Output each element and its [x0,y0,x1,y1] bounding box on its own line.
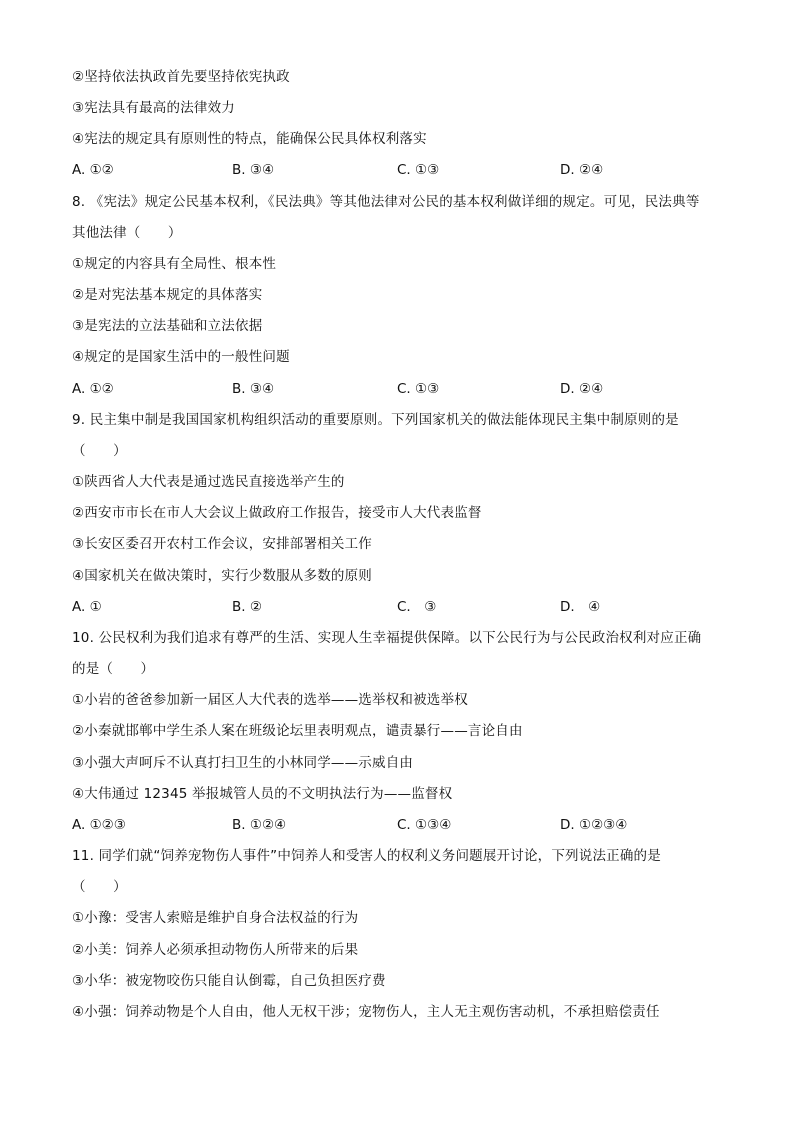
q7-statement-4: ④宪法的规定具有原则性的特点，能确保公民具体权利落实 [72,131,427,147]
q10-option-d: D. ①②③④ [560,817,628,833]
q8-statement-4: ④规定的是国家生活中的一般性问题 [72,349,290,365]
q10-statement-4: ④大伟通过 12345 举报城管人员的不文明执法行为——监督权 [72,786,453,802]
q9-statement-2: ②西安市市长在市人大会议上做政府工作报告，接受市人大代表监督 [72,505,482,521]
q9-option-c: C. ③ [397,599,437,615]
q9-option-b: B. ② [232,599,262,615]
q9-statement-1: ①陕西省人大代表是通过选民直接选举产生的 [72,474,345,490]
q8-statement-2: ②是对宪法基本规定的具体落实 [72,287,263,303]
q10-option-a: A. ①②③ [72,817,126,833]
q9-stem-line-2: （ ） [72,443,127,459]
q10-option-b: B. ①②④ [232,817,287,833]
q11-statement-4: ④小强：饲养动物是个人自由，他人无权干涉；宠物伤人，主人无主观伤害动机，不承担赔偿责任 [72,1004,660,1020]
q9-stem-line-1: 9. 民主集中制是我国国家机构组织活动的重要原则。下列国家机关的做法能体现民主集中制原则的是 [72,412,679,428]
q8-stem-line-2: 其他法律（ ） [72,225,182,241]
q8-option-a: A. ①② [72,381,114,397]
q9-option-a: A. ① [72,599,102,615]
q8-statement-1: ①规定的内容具有全局性、根本性 [72,256,277,272]
q8-option-c: C. ①③ [397,381,440,397]
q8-statement-3: ③是宪法的立法基础和立法依据 [72,318,263,334]
q7-statement-2: ②坚持依法执政首先要坚持依宪执政 [72,69,290,85]
q10-stem-line-1: 10. 公民权利为我们追求有尊严的生活、实现人生幸福提供保障。以下公民行为与公民政治权利对应正确 [72,630,702,646]
q10-statement-2: ②小秦就邯郸中学生杀人案在班级论坛里表明观点，谴责暴行——言论自由 [72,723,523,739]
q9-statement-3: ③长安区委召开农村工作会议，安排部署相关工作 [72,536,373,552]
q9-statement-4: ④国家机关在做决策时，实行少数服从多数的原则 [72,568,373,584]
q7-option-a: A. ①② [72,162,114,178]
q11-statement-1: ①小豫：受害人索赔是维护自身合法权益的行为 [72,910,359,926]
q8-stem-line-1: 8. 《宪法》规定公民基本权利，《民法典》等其他法律对公民的基本权利做详细的规定。可见，民法典等 [72,194,700,210]
q10-stem-line-2: 的是（ ） [72,661,155,677]
q11-statement-3: ③小华：被宠物咬伤只能自认倒霉，自己负担医疗费 [72,973,386,989]
q10-statement-3: ③小强大声呵斥不认真打扫卫生的小林同学——示威自由 [72,755,414,771]
q8-option-d: D. ②④ [560,381,604,397]
q9-option-d: D. ④ [560,599,601,615]
q7-option-c: C. ①③ [397,162,440,178]
q10-statement-1: ①小岩的爸爸参加新一届区人大代表的选举——选举权和被选举权 [72,692,468,708]
q7-option-d: D. ②④ [560,162,604,178]
q11-stem-line-2: （ ） [72,879,127,895]
q8-option-b: B. ③④ [232,381,275,397]
q11-stem-line-1: 11. 同学们就“饲养宠物伤人事件”中饲养人和受害人的权利义务问题展开讨论，下列说法正确的是 [72,848,661,864]
q7-statement-3: ③宪法具有最高的法律效力 [72,100,236,116]
q7-option-b: B. ③④ [232,162,275,178]
q10-option-c: C. ①③④ [397,817,452,833]
q11-statement-2: ②小美：饲养人必须承担动物伤人所带来的后果 [72,942,359,958]
